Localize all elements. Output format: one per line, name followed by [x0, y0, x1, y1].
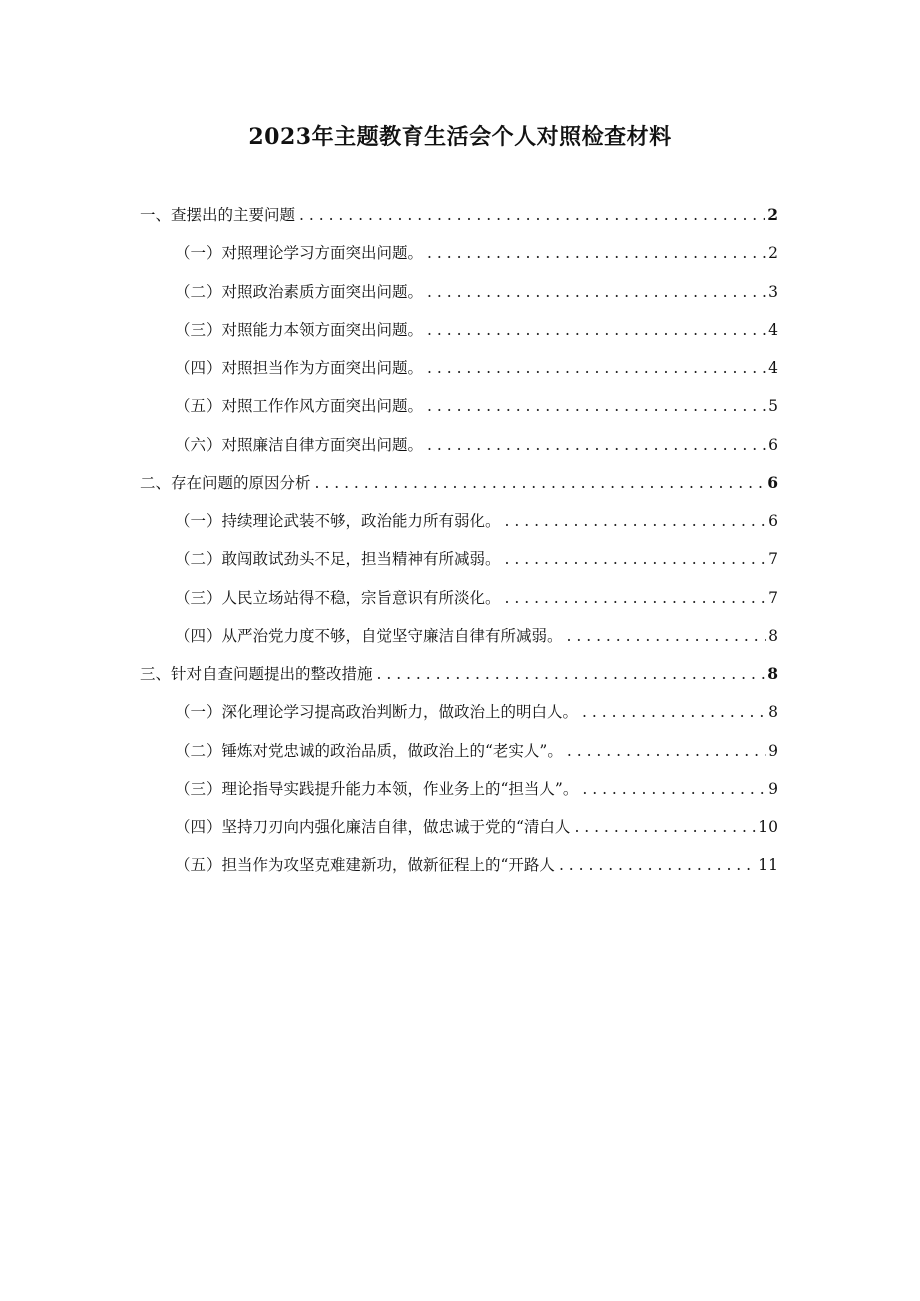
toc-dot-leader: [427, 393, 766, 419]
toc-entry[interactable]: [175, 355, 778, 381]
toc-dot-leader: [427, 355, 766, 381]
toc-entry-page: 9: [768, 780, 778, 798]
toc-entry[interactable]: [140, 202, 778, 228]
toc-entry-label: （六）对照廉洁自律方面突出问题。: [175, 436, 424, 454]
toc-dot-leader: [299, 202, 765, 228]
toc-entry[interactable]: [140, 661, 778, 687]
toc-entry-page: 8: [768, 627, 778, 645]
toc-entry-label: （五）担当作为攻坚克难建新功，做新征程上的“开路人: [175, 856, 555, 874]
toc-entry[interactable]: [175, 699, 778, 725]
toc-dot-leader: [377, 661, 766, 687]
toc-entry[interactable]: [175, 738, 778, 764]
toc-dot-leader: [582, 699, 766, 725]
toc-dot-leader: [559, 852, 756, 878]
toc-entry-label: （二）敢闯敢试劲头不足，担当精神有所减弱。: [175, 550, 501, 568]
toc-entry-page: 7: [768, 550, 778, 568]
toc-entry-label: 一、查摆出的主要问题: [140, 206, 296, 224]
toc-entry-label: （四）从严治党力度不够，自觉坚守廉洁自律有所减弱。: [175, 627, 563, 645]
toc-entry[interactable]: [175, 623, 778, 649]
toc-entry-label: （一）深化理论学习提高政治判断力，做政治上的明白人。: [175, 703, 579, 721]
toc-entry[interactable]: [140, 470, 778, 496]
toc-entry-page: 6: [767, 473, 778, 492]
toc-dot-leader: [427, 317, 766, 343]
toc-dot-leader: [427, 240, 766, 266]
toc-dot-leader: [574, 814, 756, 840]
toc-entry-page: 9: [768, 742, 778, 760]
toc-entry-page: 2: [767, 205, 778, 224]
toc-entry-label: （一）对照理论学习方面突出问题。: [175, 244, 424, 262]
toc-dot-leader: [427, 279, 766, 305]
toc-dot-leader: [505, 508, 767, 534]
document-title: 2023年主题教育生活会个人对照检查材料: [248, 124, 672, 150]
toc-entry[interactable]: [175, 585, 778, 611]
toc-dot-leader: [567, 623, 767, 649]
toc-entry-page: 2: [768, 244, 778, 262]
toc-entry[interactable]: [175, 508, 778, 534]
toc-entry-label: （四）对照担当作为方面突出问题。: [175, 359, 424, 377]
toc-entry[interactable]: [175, 317, 778, 343]
toc-entry-page: 8: [768, 703, 778, 721]
toc-entry-label: （一）持续理论武装不够，政治能力所有弱化。: [175, 512, 501, 530]
toc-entry[interactable]: [175, 393, 778, 419]
toc-entry-label: （四）坚持刀刃向内强化廉洁自律，做忠诚于党的“清白人: [175, 818, 571, 836]
toc-entry-label: （五）对照工作作风方面突出问题。: [175, 397, 424, 415]
toc-entry-label: （二）锤炼对党忠诚的政治品质，做政治上的“老实人”。: [175, 742, 563, 760]
toc-entry-page: 7: [768, 589, 778, 607]
toc-entry-page: 10: [758, 818, 778, 836]
toc-entry-label: （三）理论指导实践提升能力本领，作业务上的“担当人”。: [175, 780, 579, 798]
toc-dot-leader: [582, 776, 766, 802]
toc-entry-label: 三、针对自查问题提出的整改措施: [140, 665, 373, 683]
toc-entry-label: 二、存在问题的原因分析: [140, 474, 311, 492]
toc-entry[interactable]: [175, 814, 778, 840]
toc-dot-leader: [315, 470, 766, 496]
toc-entry-page: 6: [768, 512, 778, 530]
toc-entry[interactable]: [175, 240, 778, 266]
toc-dot-leader: [567, 738, 766, 764]
toc-entry-label: （二）对照政治素质方面突出问题。: [175, 283, 424, 301]
toc-entry[interactable]: [175, 432, 778, 458]
toc-dot-leader: [505, 585, 767, 611]
toc-entry-page: 4: [768, 359, 778, 377]
toc-entry-page: 4: [768, 321, 778, 339]
toc-entry-page: 6: [768, 436, 778, 454]
toc-entry-page: 3: [768, 283, 778, 301]
toc-dot-leader: [427, 432, 766, 458]
toc-entry[interactable]: [175, 776, 778, 802]
toc-dot-leader: [505, 546, 767, 572]
toc-entry[interactable]: [175, 546, 778, 572]
toc-entry-page: 11: [758, 856, 778, 874]
toc-entry-page: 5: [768, 397, 778, 415]
toc-entry-label: （三）对照能力本领方面突出问题。: [175, 321, 424, 339]
toc-entry[interactable]: [175, 279, 778, 305]
toc-entry-label: （三）人民立场站得不稳，宗旨意识有所淡化。: [175, 589, 501, 607]
toc-entry-page: 8: [767, 664, 778, 683]
toc-entry[interactable]: [175, 852, 778, 878]
